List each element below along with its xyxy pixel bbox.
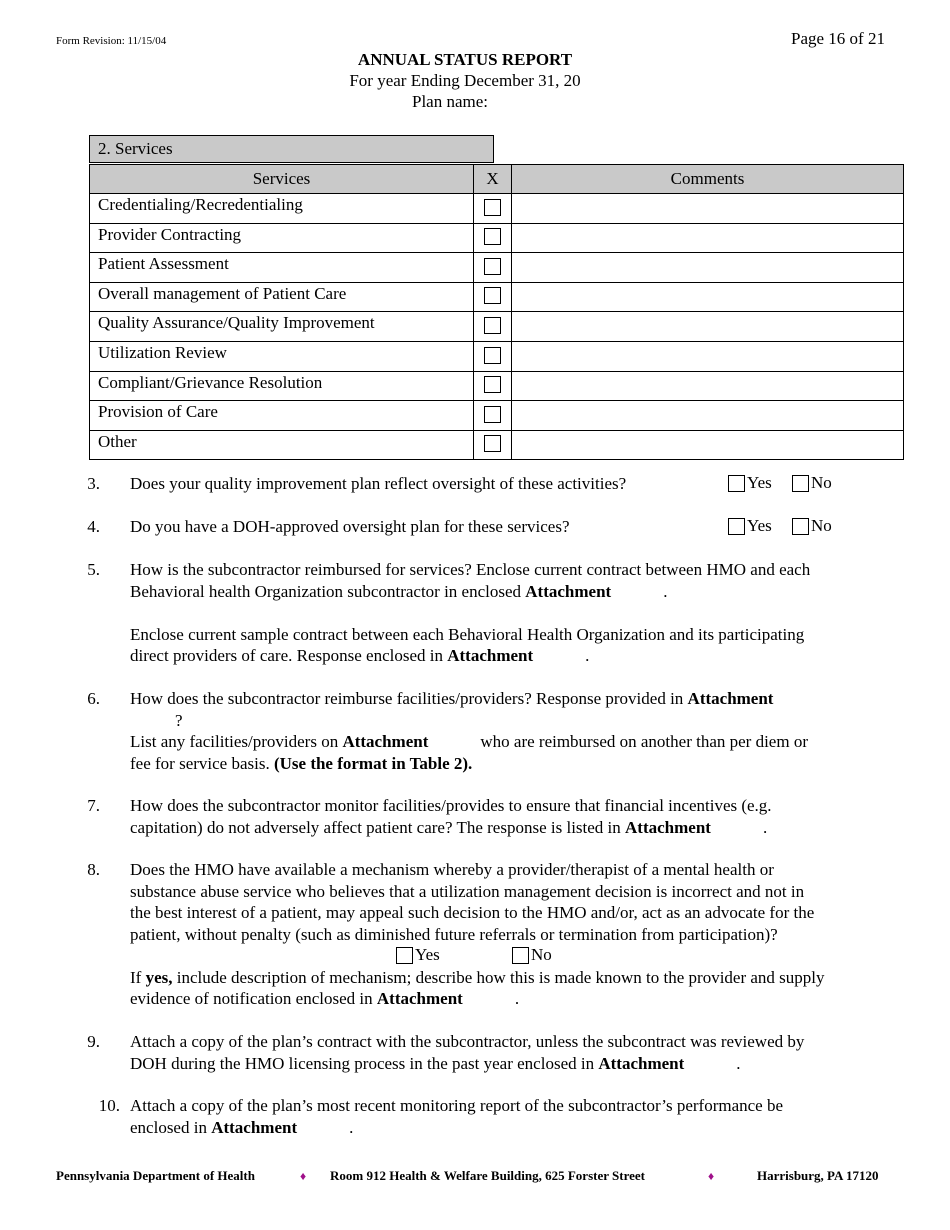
service-checkbox[interactable] [484,376,501,393]
q5-line1: How is the subcontractor reimbursed for services? Enclose current contract between HMO and each [130,560,811,579]
q3-no-checkbox[interactable] [792,475,809,492]
q3-yes-checkbox[interactable] [728,475,745,492]
yes-label: Yes [747,516,772,535]
q8-line3: the best interest of a patient, may appeal such decision to the HMO and/or, act as an advocate for the [130,903,815,922]
footer-org: Pennsylvania Department of Health [56,1168,255,1183]
yes-label: Yes [747,473,772,492]
comment-cell[interactable] [512,223,904,253]
q8-line2: substance abuse service who believes that a utilization management decision is incorrect and not in [130,881,805,901]
service-name: Other [90,430,474,460]
year-line: For year Ending December 31, 20 [349,71,581,90]
q3-yes-option[interactable] [728,473,772,493]
service-checkbox[interactable] [484,406,501,423]
comment-cell[interactable] [512,282,904,312]
service-checkbox[interactable] [484,228,501,245]
attachment-label: Attachment [447,646,534,665]
col-header-services: Services [90,165,474,194]
q5-line2: Behavioral health Organization subcontractor in enclosed Attachment . [130,581,668,601]
comment-cell[interactable] [512,312,904,342]
q9-line1: Attach a copy of the plan’s contract with the subcontractor, unless the subcontract was reviewed by [130,1032,805,1051]
question-number: 5. [87,560,100,579]
question-number: 7. [87,796,100,815]
services-table [89,164,904,460]
table-row [90,401,904,431]
q3-no-option[interactable] [792,473,832,493]
table-row [90,253,904,283]
comment-cell[interactable] [512,430,904,460]
no-label: No [531,945,552,964]
service-name: Utilization Review [90,341,474,371]
question-number: 8. [87,860,100,879]
q8-no-option[interactable] [512,945,552,965]
question-9 [130,1031,910,1074]
plan-name-label: Plan name: [411,92,488,111]
q8-yes-option[interactable] [396,945,440,965]
question-number: 6. [87,689,100,708]
question-text: Does your quality improvement plan reflect oversight of these activities? [130,474,627,493]
question-8 [130,859,910,1010]
q8-line5: If yes, include description of mechanism; describe how this is made known to the provider and supply [130,967,825,987]
question-number: 10. [98,1096,120,1115]
q10-line1: Attach a copy of the plan’s most recent monitoring report of the subcontractor’s performance be [130,1096,784,1115]
question-number: 4. [87,517,100,536]
no-label: No [811,473,832,492]
attachment-label: Attachment [211,1117,298,1137]
form-revision: Form Revision: 11/15/04 [56,35,167,47]
question-7 [130,795,910,838]
footer-city: Harrisburg, PA 17120 [757,1168,879,1183]
question-6 [130,688,910,774]
q6-line1: How does the subcontractor reimburse facilities/providers? Response provided in Attachment [130,689,774,708]
table-row [90,194,904,224]
q4-yes-option[interactable] [728,516,772,536]
table-row [90,282,904,312]
col-header-x: X [474,165,512,194]
attachment-label: Attachment [598,1053,685,1073]
q8-line4: patient, without penalty (such as diminished future referrals or termination from participation)? [130,924,778,944]
q6-line2: List any facilities/providers on Attachment who are reimbursed on another than per diem or [130,732,808,751]
q5-line4: direct providers of care. Response enclosed in Attachment . [130,646,590,665]
yes-label: Yes [415,945,440,964]
service-name: Provision of Care [90,401,474,431]
service-checkbox[interactable] [484,347,501,364]
service-name: Compliant/Grievance Resolution [90,371,474,401]
diamond-icon: ♦ [300,1169,307,1183]
attachment-label: Attachment [687,689,774,708]
service-checkbox[interactable] [484,317,501,334]
q4-no-checkbox[interactable] [792,518,809,535]
q8-line1: Does the HMO have available a mechanism whereby a provider/therapist of a mental health or [130,860,774,879]
q7-line1: How does the subcontractor monitor facilities/provides to ensure that financial incentives (e.g. [130,796,772,815]
question-text: Do you have a DOH-approved oversight plan for these services? [130,517,570,536]
comment-cell[interactable] [512,401,904,431]
question-number: 3. [87,474,100,493]
comment-cell[interactable] [512,253,904,283]
service-checkbox[interactable] [484,258,501,275]
table-row [90,341,904,371]
table-row [90,430,904,460]
table-row [90,312,904,342]
q6-line3: fee for service basis. (Use the format in Table 2). [130,753,473,773]
attachment-label: Attachment [525,581,612,601]
service-name: Patient Assessment [90,253,474,283]
q8-line6: evidence of notification enclosed in Attachment . [130,989,520,1008]
attachment-label: Attachment [376,989,463,1008]
comment-cell[interactable] [512,194,904,224]
comment-cell[interactable] [512,371,904,401]
table-row [90,371,904,401]
service-checkbox[interactable] [484,199,501,216]
diamond-icon: ♦ [708,1169,715,1183]
no-label: No [811,516,832,535]
attachment-label: Attachment [625,817,711,837]
service-checkbox[interactable] [484,287,501,304]
q8-yes-checkbox[interactable] [396,947,413,964]
q4-no-option[interactable] [792,516,832,536]
comment-cell[interactable] [512,341,904,371]
footer-address: Room 912 Health & Welfare Building, 625 Forster Street [330,1168,645,1183]
page-title: ANNUAL STATUS REPORT [357,50,573,69]
question-10 [130,1095,910,1138]
question-number: 9. [87,1032,100,1051]
question-5 [130,559,910,667]
q8-no-checkbox[interactable] [512,947,529,964]
service-checkbox[interactable] [484,435,501,452]
q5-line3: Enclose current sample contract between each Behavioral Health Organization and its participating [130,624,805,644]
service-name: Provider Contracting [90,223,474,253]
service-name: Credentialing/Recredentialing [90,194,474,224]
attachment-label: Attachment [342,732,429,751]
q6-qmark: ? [175,710,183,730]
q4-yes-checkbox[interactable] [728,518,745,535]
page-number: Page 16 of 21 [791,29,885,48]
q7-line2: capitation) do not adversely affect patient care? The response is listed in Attachment . [130,817,768,837]
col-header-comments: Comments [512,165,904,194]
q10-line2: enclosed in Attachment . [130,1117,354,1137]
section-services-header: 2. Services [89,135,494,163]
service-name: Quality Assurance/Quality Improvement [90,312,474,342]
table-row [90,223,904,253]
service-name: Overall management of Patient Care [90,282,474,312]
q9-line2: DOH during the HMO licensing process in the past year enclosed in Attachment . [130,1053,741,1073]
